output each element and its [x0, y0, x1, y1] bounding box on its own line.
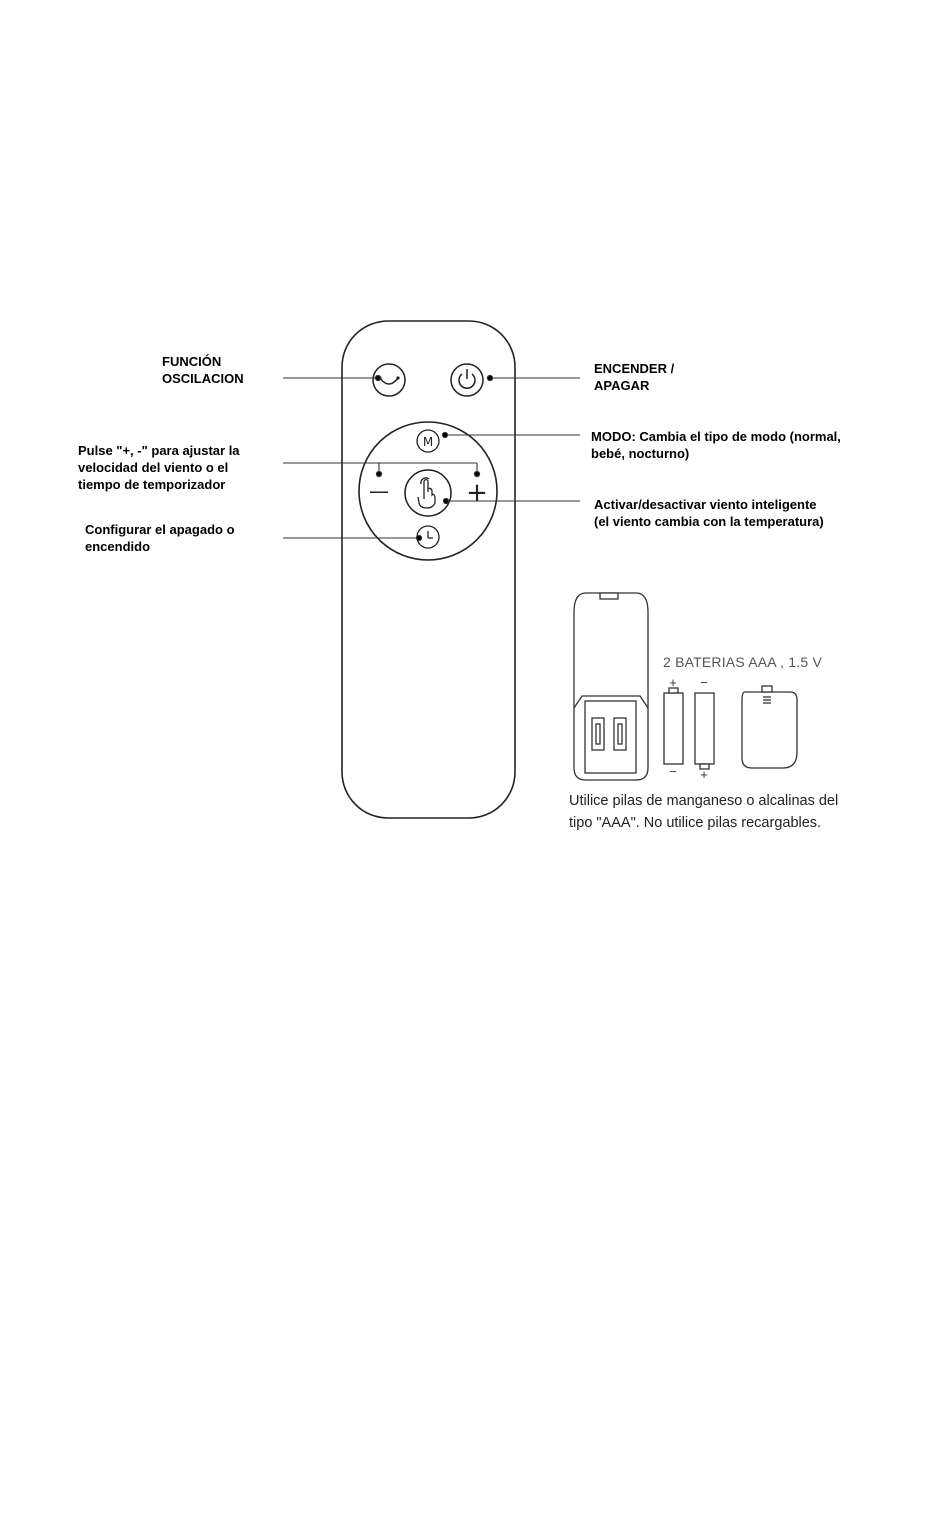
battery-right	[695, 693, 714, 769]
battery-right-minus: −	[700, 675, 708, 690]
oscillation-label-line: OSCILACION	[162, 371, 244, 386]
battery-left	[664, 688, 683, 764]
mode-glyph: M	[422, 435, 434, 449]
speed-label-line: velocidad del viento o el	[78, 460, 229, 475]
battery-note-line: Utilice pilas de manganeso o alcalinas del	[569, 793, 839, 809]
speed-label-line: tiempo de temporizador	[78, 477, 226, 492]
mode-label-line: MODO: Cambia el tipo de modo (normal,	[591, 429, 841, 444]
mode-label	[591, 428, 841, 462]
battery-right-plus: +	[700, 767, 708, 782]
battery-note	[569, 790, 838, 834]
mode-label-line: bebé, nocturno)	[591, 446, 690, 461]
power-label-line: ENCENDER /	[594, 361, 675, 376]
oscillation-label	[162, 353, 244, 387]
mode-button[interactable]	[417, 430, 439, 452]
battery-note-line: tipo "AAA". No utilice pilas recargables.	[569, 815, 822, 831]
minus-button[interactable]: —	[369, 479, 389, 503]
remote-body	[342, 321, 515, 818]
battery-left-plus: +	[669, 675, 677, 690]
power-label-line: APAGAR	[594, 378, 650, 393]
battery-left-minus: −	[669, 764, 677, 779]
smart-wind-label-line: (el viento cambia con la temperatura)	[594, 514, 824, 529]
power-button[interactable]	[451, 364, 483, 396]
remote-back	[574, 593, 648, 780]
battery-title: 2 BATERIAS AAA , 1.5 V	[663, 654, 822, 670]
plus-button[interactable]: +	[466, 478, 488, 508]
smart-wind-label	[594, 496, 824, 530]
timer-label	[85, 521, 235, 555]
timer-label-line: Configurar el apagado o	[85, 522, 235, 537]
battery-cover	[742, 686, 797, 768]
smart-wind-label-line: Activar/desactivar viento inteligente	[594, 497, 817, 512]
oscillation-label-line: FUNCIÓN	[162, 354, 222, 369]
speed-label-line: Pulse "+, -" para ajustar la	[78, 443, 240, 458]
smart-wind-button[interactable]	[405, 470, 451, 516]
power-label	[594, 360, 674, 394]
timer-label-line: encendido	[85, 539, 151, 554]
speed-label	[78, 442, 240, 493]
